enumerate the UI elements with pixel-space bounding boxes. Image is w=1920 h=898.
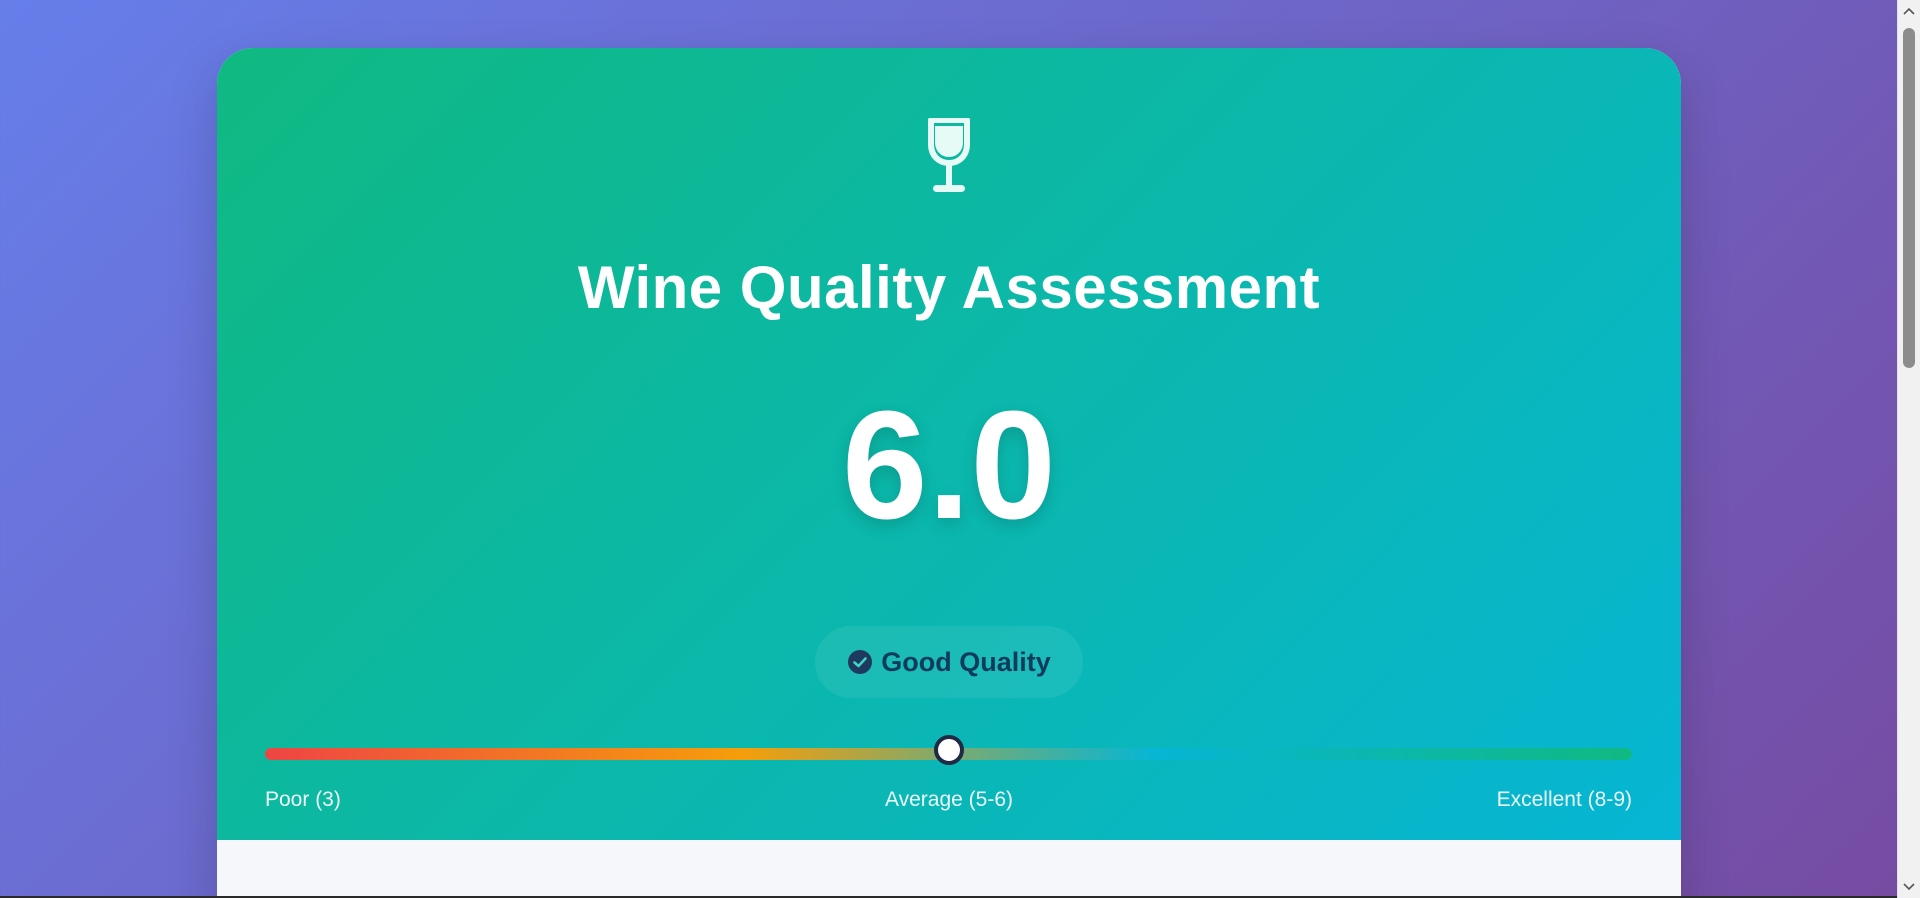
scale-label-poor: Poor (3) bbox=[265, 788, 341, 811]
quality-scale-marker bbox=[934, 735, 964, 765]
status-badge bbox=[815, 626, 1083, 698]
scale-label-excellent: Excellent (8-9) bbox=[1496, 788, 1632, 811]
status-badge-label: Good Quality bbox=[881, 646, 1051, 677]
scroll-down-arrow-icon[interactable] bbox=[1898, 878, 1920, 896]
result-card bbox=[217, 48, 1681, 898]
details-section bbox=[217, 840, 1681, 898]
scroll-up-arrow-icon[interactable] bbox=[1898, 2, 1920, 20]
scrollbar-thumb[interactable] bbox=[1903, 28, 1915, 368]
page-title: Wine Quality Assessment bbox=[577, 254, 1321, 321]
wine-glass-icon bbox=[925, 118, 973, 194]
scale-label-average: Average (5-6) bbox=[884, 788, 1013, 811]
quality-score: 6.0 bbox=[841, 379, 1057, 551]
hero-section bbox=[217, 48, 1681, 840]
vertical-scrollbar[interactable] bbox=[1897, 0, 1920, 898]
check-circle-icon bbox=[847, 649, 873, 675]
